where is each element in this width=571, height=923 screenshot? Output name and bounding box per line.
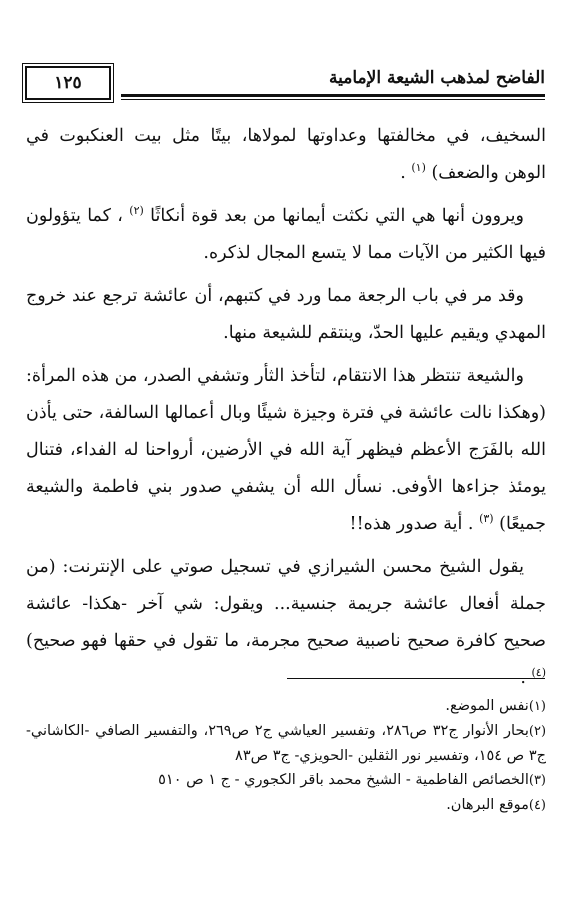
paragraph: [26, 549, 546, 697]
footnote-number: (٢): [528, 724, 547, 739]
header-rule-thin: [121, 99, 545, 100]
footnote-ref: (٣): [479, 512, 494, 526]
paragraph-text: ويروون أنها هي التي نكثت أيمانها من بعد قوة أنكاثًا: [150, 206, 524, 226]
paragraph-tail: .: [520, 668, 526, 688]
page-number: ١٢٥: [54, 73, 82, 93]
paragraph-text: يقول الشيخ محسن الشيرازي في تسجيل صوتي على الإنترنت: (من جملة أفعال عائشة جريمة جنسية... ويقول: شي آخر -هكذا- عائشة صحيح كافرة صحيح ناصبية صحيح مجرمة، ما تقول في حقها فهو صحيح): [26, 557, 546, 651]
footnotes: [26, 694, 546, 818]
footnote-text: الخصائص الفاطمية - الشيخ محمد باقر الكجوري - ج ١ ص ٥١٠: [158, 772, 529, 788]
footnote: [26, 694, 546, 719]
paragraph: [26, 358, 546, 543]
footnote-text: نفس الموضع.: [445, 698, 529, 714]
footnote-separator: [287, 678, 545, 679]
page-header: [25, 66, 545, 102]
paragraph: [26, 118, 546, 192]
footnote: [26, 793, 546, 818]
footnote-text: موقع البرهان.: [446, 797, 529, 813]
footnote: [26, 719, 546, 768]
footnote-text: بحار الأنوار ج٣٢ ص٢٨٦، وتفسير العياشي ج٢ ص٢٦٩، والتفسير الصافي -الكاشاني- ج٣ ص ١٥٤، وتفسير نور الثقلين -الحويزي- ج٣ ص٨٣: [26, 723, 546, 764]
footnote-ref: (٢): [129, 204, 144, 218]
page-number-box: [25, 66, 111, 100]
footnote-number: (١): [528, 699, 546, 714]
paragraph-tail: .: [400, 163, 406, 183]
paragraph-text: وقد مر في باب الرجعة مما ورد في كتبهم، أن عائشة ترجع عند خروج المهدي ويقيم عليها الحدّ، وينتقم للشيعة منها.: [26, 286, 546, 343]
footnote-ref: (١): [411, 161, 426, 175]
footnote-number: (٤): [528, 798, 546, 813]
paragraph-tail: . أية صدور هذه!!: [349, 514, 474, 534]
running-title: الفاضح لمذهب الشيعة الإمامية: [328, 68, 545, 88]
paragraph: [26, 198, 546, 272]
paragraph-text: والشيعة تنتظر هذا الانتقام، لتأخذ الثأر وتشفي الصدر، من هذه المرأة: (وهكذا نالت عائشة في فترة وجيزة شيئًا وبال أعمالها السالفة، حتى يأذن الله بالفَرَج الأعظم فيظهر آية الله في الأرضين، أرواحنا له الفداء، فتنال يومئذ جزاءها الأوفى. نسأل الله أن يشفي صدور بني فاطمة والشيعة جميعًا): [26, 366, 546, 534]
body-text: [26, 118, 546, 703]
paragraph: [26, 278, 546, 352]
footnote-number: (٣): [528, 773, 546, 788]
header-rule: [121, 94, 545, 97]
paragraph-text: السخيف، في مخالفتها وعداوتها لمولاها، بيتًا مثل بيت العنكبوت في الوهن والضعف): [26, 126, 546, 183]
footnote: [26, 768, 546, 793]
footnote-ref: (٤): [531, 666, 546, 680]
paragraph-tail: ، كما يتؤولون فيها الكثير من الآيات مما لا يتسع المجال لذكره.: [26, 206, 546, 263]
